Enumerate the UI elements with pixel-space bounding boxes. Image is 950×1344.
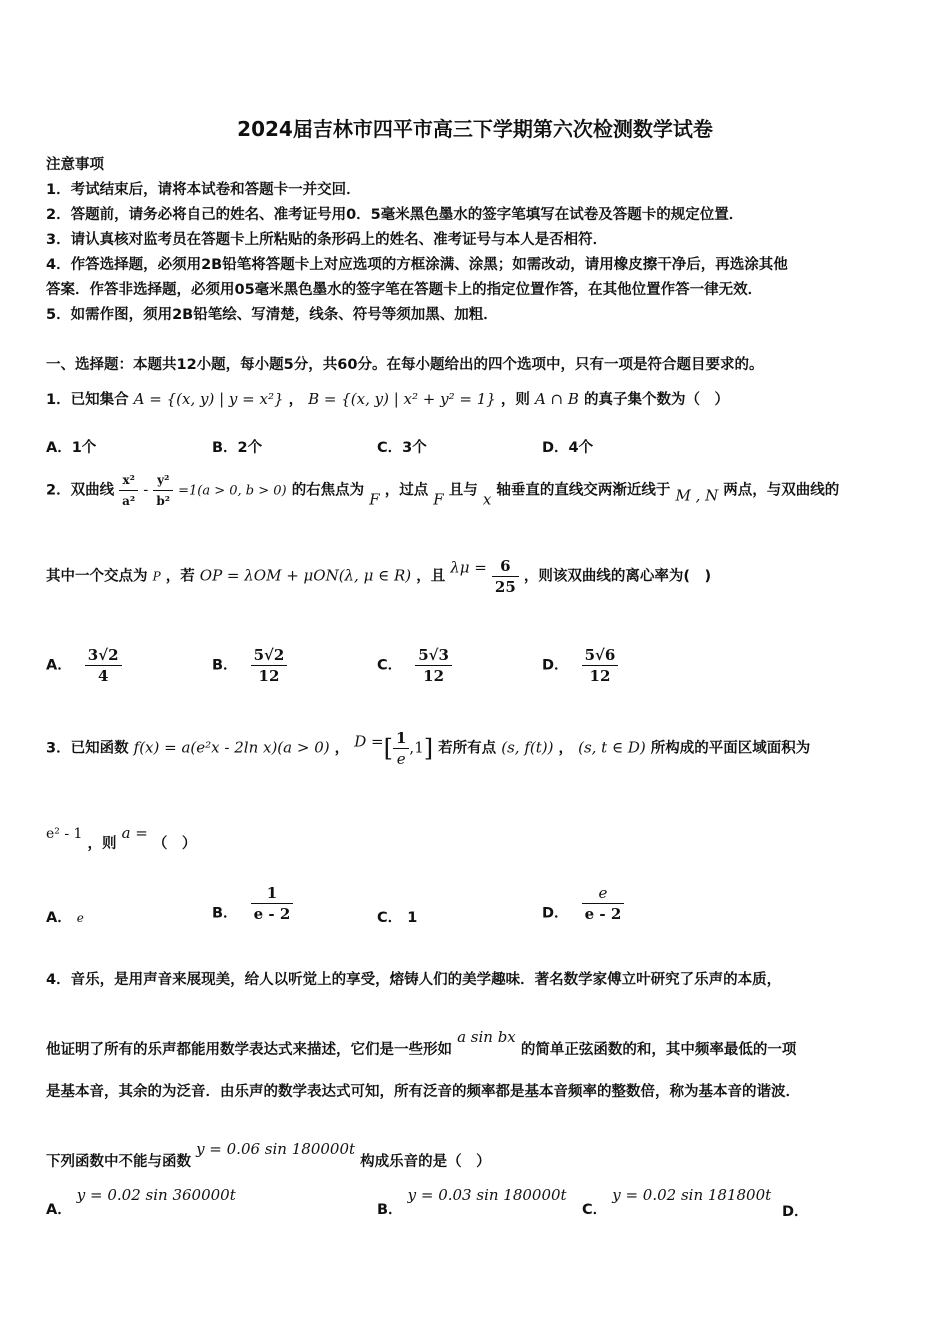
q1-suffix: 的真子集个数为（ ） [583, 392, 729, 408]
section-heading: 一、选择题：本题共12小题，每小题5分，共60分。在每小题给出的四个选项中，只有一项是符合题目要求的。 [46, 357, 764, 373]
q1-prefix: 1．已知集合 [46, 392, 129, 408]
q2-eq-condition: =1(a > 0, b > 0) [178, 483, 287, 499]
notice-item: 2．答题前，请务必将自己的姓名、准考证号用0．5毫米黑色墨水的签字笔填写在试卷及答题卡的规定位置． [46, 207, 744, 223]
question-4-line-1: 4．音乐，是用声音来展现美，给人以听觉上的享受，熔铸人们的美学趣味．著名数学家傅立叶研究了乐声的本质， [46, 972, 782, 988]
q1-expr: A ∩ B [534, 390, 579, 408]
q1-option-c: C．3个 [377, 440, 427, 456]
q3-option-d: D． $\frac{e}{e - 2}$ [542, 883, 624, 924]
q1-option-b: B．2个 [212, 440, 263, 456]
question-3-line-2: e² - 1 ，则 a = （ ） [46, 824, 197, 852]
q2-frac-x: $\frac{\text{x²}}{\text{a²}}$ [119, 470, 138, 511]
page-title: 2024届吉林市四平市高三下学期第六次检测数学试卷 [237, 117, 713, 141]
q2-prefix: 2．双曲线 [46, 482, 115, 499]
notice-item: 5．如需作图，须用2B铅笔绘、写清楚，线条、符号等须加黑、加粗． [46, 307, 498, 323]
notice-item: 4．作答选择题，必须用2B铅笔将答题卡上对应选项的方框涂满、涂黑；如需改动，请用橡皮擦干净后，再选涂其他 [46, 257, 788, 273]
q4-y-function: y = 0.06 sin 180000t [196, 1140, 356, 1158]
q2-frac-y: $\frac{\text{y²}}{\text{b²}}$ [153, 470, 173, 511]
notice-item: 1．考试结束后，请将本试卷和答题卡一并交回． [46, 182, 361, 198]
q4-option-d: D． [782, 1204, 809, 1220]
question-3-line-1: 3．已知函数 f(x) = a(e²x - 2ln x)(a > 0) ， D =[ $\frac{1}{e}$ ,1] 若所有点 (s, f(t)) ， (s, t ∈ D) 所构成的平面区域面积为 [46, 729, 811, 768]
q4-option-a: A． y = 0.02 sin 360000t [46, 1186, 236, 1218]
q4-option-c: C． y = 0.02 sin 181800t [582, 1186, 772, 1218]
q2-option-a: A． $\frac{3√2}{4}$ [46, 645, 122, 686]
notice-item: 答案．作答非选择题，必须用05毫米黑色墨水的签字笔在答题卡上的指定位置作答，在其他位置作答一律无效． [46, 282, 763, 298]
q3-function: f(x) = a(e²x - 2ln x)(a > 0) [133, 738, 330, 757]
q1-set-b: B = {(x, y) | x² + y² = 1} [308, 390, 496, 408]
question-4-line-2: 他证明了所有的乐声都能用数学表达式来描述，它们是一些形如 a sin bx 的简单正弦函数的和，其中频率最低的一项 [46, 1028, 797, 1058]
q3-option-c: C． 1 [377, 910, 418, 926]
question-4-line-4: 下列函数中不能与函数 y = 0.06 sin 180000t 构成乐音的是（ ） [46, 1140, 491, 1170]
q1-option-d: D．4个 [542, 440, 594, 456]
q3-option-b: B． $\frac{1}{e - 2}$ [212, 883, 293, 924]
q2-option-b: B． $\frac{5√2}{12}$ [212, 645, 287, 686]
q2-option-d: D． $\frac{5√6}{12}$ [542, 645, 618, 686]
q1-mid: ，则 [500, 392, 530, 408]
q3-domain-frac: $\frac{1}{e}$ [393, 728, 409, 769]
q1-option-a: A．1个 [46, 440, 97, 456]
q3-option-a: A． e [46, 910, 84, 926]
notice-heading: 注意事项 [46, 157, 104, 173]
q1-comma: ， [288, 392, 304, 408]
q2-vector-eq: OP = λOM + μON(λ, μ ∈ R) [199, 566, 412, 585]
q2-option-c: C． $\frac{5√3}{12}$ [377, 645, 452, 686]
question-4-line-3: 是基本音，其余的为泛音．由乐声的数学表达式可知，所有泛音的频率都是基本音频率的整数倍，称为基本音的谐波． [46, 1084, 800, 1100]
notice-item: 3．请认真核对监考员在答题卡上所粘贴的条形码上的姓名、准考证号与本人是否相符． [46, 232, 608, 248]
question-2-line-2: 其中一个交点为 P ，若 OP = λOM + μON(λ, μ ∈ R) ，且 λμ = $\frac{6}{25}$ ，则该双曲线的离心率为( ) [46, 557, 712, 596]
question-2-line-1: 2．双曲线 $\frac{\text{x²}}{\text{a²}}$ - $\frac{\text{y²}}{\text{b²}}$ =1(a > 0, b > 0) 的右焦点为 F ，过点 F 且与 x 轴垂直的直线交两渐近线于 M , N 两点，与双曲线的 [46, 470, 839, 511]
q4-option-b: B． y = 0.03 sin 180000t [377, 1186, 567, 1218]
q2-focus-f: F [369, 490, 380, 509]
q1-set-a: A = {(x, y) | y = x²} [133, 390, 284, 408]
q4-asin-expr: a sin bx [457, 1028, 516, 1046]
q2-fraction: $\frac{6}{25}$ [492, 556, 519, 597]
question-1 [46, 388, 729, 409]
